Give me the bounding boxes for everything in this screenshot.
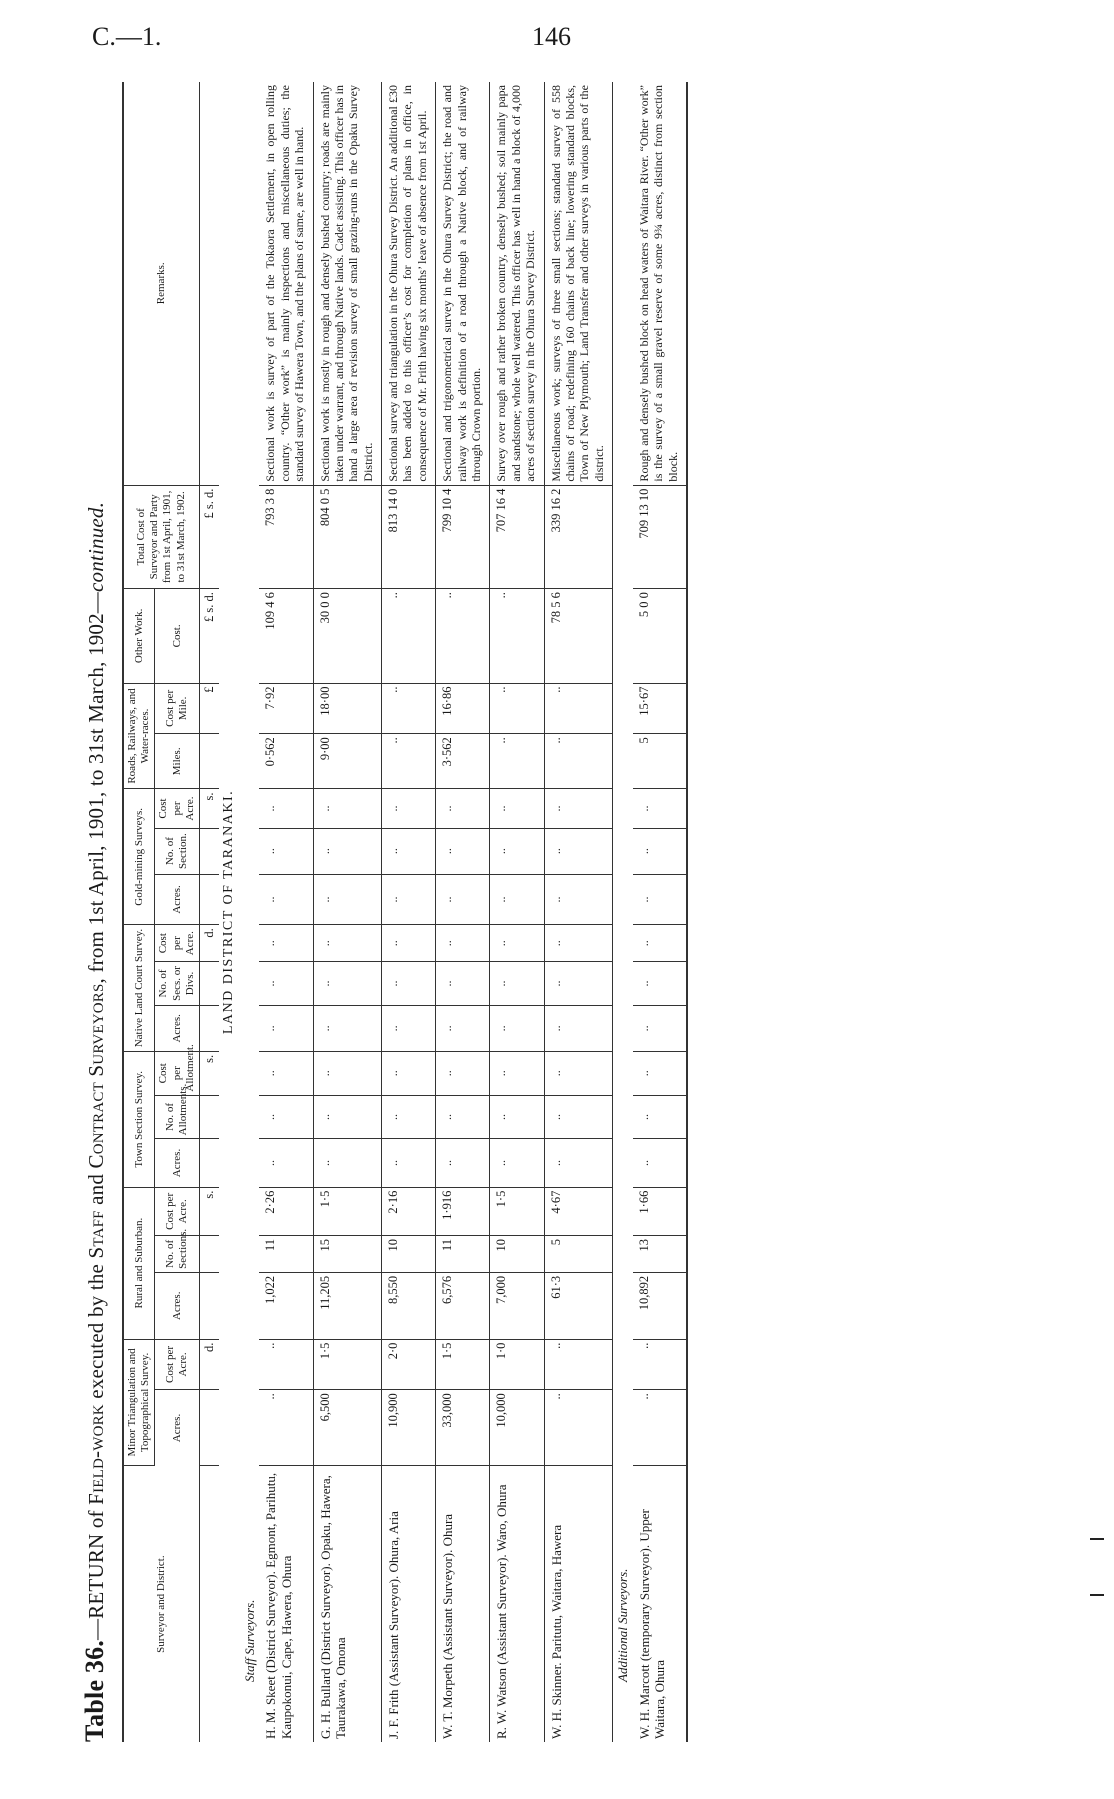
- gold-acres-cell: ..: [382, 874, 436, 925]
- table-caption: Table 36.—RETURN of Field-work executed by the Staff and Contract Surveyors, from 1st April, 1901, to 31st March, 1902—continued.: [80, 501, 109, 1742]
- subheader-native-secs: No. of Secs. or Divs.: [155, 962, 200, 1006]
- subheader-miles: Miles.: [155, 734, 200, 789]
- rural-acres-cell: 1,022: [259, 1272, 313, 1339]
- table-label: Table 36.: [80, 1640, 109, 1742]
- gold-section-cell: ..: [259, 828, 313, 874]
- town-allotments-cell: ..: [313, 1095, 382, 1139]
- gold-acres-cell: ..: [313, 874, 382, 925]
- town-cost-cell: ..: [633, 1051, 687, 1095]
- native-cost-cell: ..: [436, 925, 490, 962]
- subheader-town-allotments: No. of Allotments.: [155, 1095, 200, 1139]
- town-acres-cell: ..: [259, 1139, 313, 1187]
- town-allotments-cell: ..: [490, 1095, 544, 1139]
- rural-sections-cell: 10: [490, 1236, 544, 1273]
- subheader-cost-per-mile: Cost per Mile.: [155, 683, 200, 734]
- header-native-land-court: Native Land Court Survey.: [123, 925, 155, 1052]
- minor-acres-cell: 33,000: [436, 1390, 490, 1466]
- minor-cost-cell: ..: [633, 1339, 687, 1390]
- rural-acres-cell: 6,576: [436, 1272, 490, 1339]
- minor-cost-cell: 1·0: [490, 1339, 544, 1390]
- town-allotments-cell: ..: [633, 1095, 687, 1139]
- town-acres-cell: ..: [382, 1139, 436, 1187]
- town-cost-cell: ..: [544, 1051, 613, 1095]
- total-cost-cell: 709 13 10: [633, 485, 687, 589]
- native-acres-cell: ..: [382, 1005, 436, 1051]
- minor-acres-cell: 10,000: [490, 1390, 544, 1466]
- road-miles-cell: ..: [490, 734, 544, 789]
- caption-continued: continued.: [84, 501, 108, 592]
- gold-cost-cell: ..: [259, 789, 313, 828]
- native-cost-cell: ..: [633, 925, 687, 962]
- town-acres-cell: ..: [313, 1139, 382, 1187]
- road-cost-per-mile-cell: 15·67: [633, 683, 687, 734]
- native-secs-cell: ..: [382, 962, 436, 1006]
- native-cost-cell: ..: [313, 925, 382, 962]
- total-cost-cell: 707 16 4: [490, 485, 544, 589]
- native-acres-cell: ..: [490, 1005, 544, 1051]
- gold-section-cell: ..: [313, 828, 382, 874]
- town-cost-cell: ..: [490, 1051, 544, 1095]
- rural-sections-cell: 11: [436, 1236, 490, 1273]
- caption-text: RETURN of: [84, 1504, 108, 1619]
- minor-acres-cell: ..: [544, 1390, 613, 1466]
- header-surveyor: Surveyor and District.: [123, 1466, 199, 1742]
- gold-section-cell: ..: [490, 828, 544, 874]
- gold-cost-cell: ..: [490, 789, 544, 828]
- other-work-cost-cell: ..: [436, 589, 490, 683]
- other-work-cost-cell: 5 0 0: [633, 589, 687, 683]
- margin-mark: [1090, 1594, 1104, 1596]
- other-work-cost-cell: 78 5 6: [544, 589, 613, 683]
- rural-cost-cell: 1·5: [313, 1187, 382, 1235]
- minor-acres-cell: ..: [259, 1390, 313, 1466]
- survey-return-table: [122, 82, 688, 1742]
- page-number: 146: [532, 22, 571, 51]
- gold-section-cell: ..: [544, 828, 613, 874]
- total-cost-cell: 339 16 2: [544, 485, 613, 589]
- minor-cost-cell: 2·0: [382, 1339, 436, 1390]
- gold-acres-cell: ..: [259, 874, 313, 925]
- other-work-cost-cell: ..: [490, 589, 544, 683]
- native-acres-cell: ..: [436, 1005, 490, 1051]
- gold-section-cell: ..: [382, 828, 436, 874]
- town-cost-cell: ..: [313, 1051, 382, 1095]
- town-acres-cell: ..: [490, 1139, 544, 1187]
- road-cost-per-mile-cell: 16·86: [436, 683, 490, 734]
- subheader-rural-acres: Acres.: [155, 1272, 200, 1339]
- remarks-cell: Rough and densely bushed block on head waters of Waitara River. “Other work” is the survey of a small gravel reserve of some 9¾ acres, distinct from section block.: [633, 82, 687, 485]
- native-cost-cell: ..: [259, 925, 313, 962]
- remarks-cell: Miscellaneous work; surveys of three small sections; standard survey of 558 chains of road; redefining 160 chains of back line; lowering standard blocks, Town of New Plymouth; Land Transfer and other surveys in various parts of the district.: [544, 82, 613, 485]
- native-cost-cell: ..: [382, 925, 436, 962]
- page-header: [0, 22, 1114, 62]
- road-cost-per-mile-cell: 18·00: [313, 683, 382, 734]
- road-miles-cell: 3·562: [436, 734, 490, 789]
- rural-cost-cell: 1·916: [436, 1187, 490, 1235]
- other-work-cost-cell: 109 4 6: [259, 589, 313, 683]
- town-acres-cell: ..: [544, 1139, 613, 1187]
- rural-acres-cell: 10,892: [633, 1272, 687, 1339]
- rural-acres-cell: 11,205: [313, 1272, 382, 1339]
- gold-acres-cell: ..: [633, 874, 687, 925]
- rural-acres-cell: 61·3: [544, 1272, 613, 1339]
- town-allotments-cell: ..: [436, 1095, 490, 1139]
- header-remarks: Remarks.: [123, 82, 199, 485]
- native-secs-cell: ..: [436, 962, 490, 1006]
- minor-cost-cell: ..: [259, 1339, 313, 1390]
- header-minor-triangulation: Minor Triangulation and Topographical Survey.: [123, 1339, 155, 1466]
- gold-cost-cell: ..: [382, 789, 436, 828]
- native-acres-cell: ..: [313, 1005, 382, 1051]
- remarks-cell: Survey over rough and rather broken country, densely bushed; soil mainly papa and sandstone; whole well watered. This officer has well in hand a block of 4,000 acres of section survey in the Ohura Survey District.: [490, 82, 544, 485]
- gold-acres-cell: ..: [490, 874, 544, 925]
- native-cost-cell: ..: [544, 925, 613, 962]
- native-acres-cell: ..: [259, 1005, 313, 1051]
- header-total-cost: Total Cost of Surveyor and Party from 1st April, 1901, to 31st March, 1902.: [123, 485, 199, 589]
- land-district-heading: LAND DISTRICT OF TARANAKI.: [220, 789, 236, 1035]
- table-row: [490, 82, 544, 1742]
- rural-sections-cell: 5: [544, 1236, 613, 1273]
- town-cost-cell: ..: [436, 1051, 490, 1095]
- native-secs-cell: ..: [259, 962, 313, 1006]
- remarks-cell: Sectional work is mostly in rough and densely bushed country; roads are mainly taken under warrant, and through Native lands. Cadet assisting. This officer has in hand a large area of revision survey of small grazing-runs in the Opaku Survey District.: [313, 82, 382, 485]
- subheader-minor-cost: Cost per Acre.: [155, 1339, 200, 1390]
- header-other-work: Other Work.: [123, 589, 155, 683]
- surveyor-district: G. H. Bullard (District Surveyor). Opaku, Hawera, Taurakawa, Omona: [317, 1475, 349, 1739]
- rural-cost-cell: 2·26: [259, 1187, 313, 1235]
- surveyor-district: R. W. Watson (Assistant Surveyor). Waro, Ohura: [494, 1484, 510, 1739]
- gold-cost-cell: ..: [633, 789, 687, 828]
- road-miles-cell: 5: [633, 734, 687, 789]
- minor-cost-cell: ..: [544, 1339, 613, 1390]
- subheader-native-acres: Acres.: [155, 1005, 200, 1051]
- native-secs-cell: ..: [544, 962, 613, 1006]
- subheader-minor-acres: Acres.: [155, 1390, 200, 1466]
- gold-cost-cell: ..: [436, 789, 490, 828]
- subheader-native-cost: Cost per Acre.: [155, 925, 200, 962]
- rural-cost-cell: 2·16: [382, 1187, 436, 1235]
- total-cost-cell: 813 14 0: [382, 485, 436, 589]
- total-cost-cell: 799 10 4: [436, 485, 490, 589]
- rural-sections-cell: 13: [633, 1236, 687, 1273]
- native-acres-cell: ..: [633, 1005, 687, 1051]
- gold-cost-cell: ..: [544, 789, 613, 828]
- table-row: [313, 82, 382, 1742]
- road-miles-cell: 0·562: [259, 734, 313, 789]
- header-rural-suburban: Rural and Suburban.: [123, 1187, 155, 1339]
- other-work-cost-cell: 30 0 0: [313, 589, 382, 683]
- subheader-gold-acres: Acres.: [155, 874, 200, 925]
- road-cost-per-mile-cell: ..: [490, 683, 544, 734]
- rural-cost-cell: 1·5: [490, 1187, 544, 1235]
- remarks-cell: Sectional survey and triangulation in the Ohura Survey District. An additional £30 has been added to this officer’s cost for completion of plans in office, in consequence of Mr. Frith having six months’ leave of absence from 1st April.: [382, 82, 436, 485]
- total-cost-cell: 793 3 8: [259, 485, 313, 589]
- subheader-gold-cost: Cost per Acre.: [155, 789, 200, 828]
- minor-cost-cell: 1·5: [436, 1339, 490, 1390]
- gold-section-cell: ..: [436, 828, 490, 874]
- subheader-other-cost: Cost.: [155, 589, 200, 683]
- total-cost-cell: 804 0 5: [313, 485, 382, 589]
- table-row: [544, 82, 613, 1742]
- rural-sections-cell: 10: [382, 1236, 436, 1273]
- rural-sections-cell: 15: [313, 1236, 382, 1273]
- subheader-rural-cost: Cost per Acre.: [155, 1187, 200, 1235]
- surveyor-district: W. H. Marcott (temporary Surveyor). Upper Waitara, Ohura: [636, 1509, 668, 1739]
- additional-surveyors-label: Additional Surveyors.: [615, 1568, 631, 1682]
- native-secs-cell: ..: [490, 962, 544, 1006]
- table-row: [382, 82, 436, 1742]
- minor-acres-cell: ..: [633, 1390, 687, 1466]
- header-gold-mining: Gold-mining Surveys.: [123, 789, 155, 925]
- road-cost-per-mile-cell: ..: [544, 683, 613, 734]
- subheader-town-cost: Cost per Allotment.: [155, 1051, 200, 1095]
- rural-acres-cell: 7,000: [490, 1272, 544, 1339]
- gold-acres-cell: ..: [544, 874, 613, 925]
- town-cost-cell: ..: [382, 1051, 436, 1095]
- surveyor-district: W. H. Skinner. Paritutu, Waitara, Hawera: [548, 1524, 564, 1739]
- table-body: [199, 82, 686, 1742]
- minor-cost-cell: 1·5: [313, 1339, 382, 1390]
- surveyor-district: J. F. Frith (Assistant Surveyor). Ohura, Aria: [386, 1511, 402, 1739]
- surveyor-district: H. M. Skeet (District Surveyor). Egmont, Parihutu, Kaupokonui, Cape, Hawera, Ohura: [263, 1472, 294, 1739]
- town-cost-cell: ..: [259, 1051, 313, 1095]
- units-row: d. s. s. d. s. £ £ s. d. £ s. d.: [199, 82, 219, 1742]
- town-allotments-cell: ..: [259, 1095, 313, 1139]
- other-work-cost-cell: ..: [382, 589, 436, 683]
- rotated-table-block: [44, 62, 1044, 1762]
- rural-sections-cell: 11: [259, 1236, 313, 1273]
- minor-acres-cell: 6,500: [313, 1390, 382, 1466]
- road-miles-cell: 9·00: [313, 734, 382, 789]
- native-secs-cell: ..: [633, 962, 687, 1006]
- road-miles-cell: ..: [382, 734, 436, 789]
- road-miles-cell: ..: [544, 734, 613, 789]
- rural-acres-cell: 8,550: [382, 1272, 436, 1339]
- rural-cost-cell: 1·66: [633, 1187, 687, 1235]
- native-acres-cell: ..: [544, 1005, 613, 1051]
- gold-cost-cell: ..: [313, 789, 382, 828]
- native-secs-cell: ..: [313, 962, 382, 1006]
- table-row: [633, 82, 687, 1742]
- road-cost-per-mile-cell: ..: [382, 683, 436, 734]
- road-cost-per-mile-cell: 7·92: [259, 683, 313, 734]
- gold-section-cell: ..: [633, 828, 687, 874]
- remarks-cell: Sectional and trigonometrical survey in the Ohura Survey District; the road and railway work is definition of a road through a Native block, and of railway through Crown portion.: [436, 82, 490, 485]
- rural-cost-cell: 4·67: [544, 1187, 613, 1235]
- header-roads: Roads, Railways, and Water-races.: [123, 683, 155, 789]
- staff-surveyors-label: Staff Surveyors.: [241, 1599, 257, 1682]
- table-header: [123, 82, 199, 1742]
- surveyor-district: W. T. Morpeth (Assistant Surveyor). Ohura: [440, 1513, 456, 1739]
- subheader-town-acres: Acres.: [155, 1139, 200, 1187]
- town-acres-cell: ..: [436, 1139, 490, 1187]
- subheader-gold-section: No. of Section.: [155, 828, 200, 874]
- remarks-cell: Sectional work is survey of part of the Tokaora Settlement, in open rolling country. “Other work” is mainly inspections and miscellaneous duties; the standard survey of Hawera Town, and the plans of same, are well in hand.: [259, 82, 313, 485]
- town-allotments-cell: ..: [382, 1095, 436, 1139]
- parliamentary-paper-code: C.—1.: [92, 22, 162, 51]
- minor-acres-cell: 10,900: [382, 1390, 436, 1466]
- table-row: [259, 82, 313, 1742]
- gold-acres-cell: ..: [436, 874, 490, 925]
- town-allotments-cell: ..: [544, 1095, 613, 1139]
- header-town-section: Town Section Survey.: [123, 1051, 155, 1187]
- margin-mark: [1090, 1538, 1104, 1540]
- native-cost-cell: ..: [490, 925, 544, 962]
- town-acres-cell: ..: [633, 1139, 687, 1187]
- subheader-rural-sections: No. of Sections.: [155, 1236, 200, 1273]
- table-row: [436, 82, 490, 1742]
